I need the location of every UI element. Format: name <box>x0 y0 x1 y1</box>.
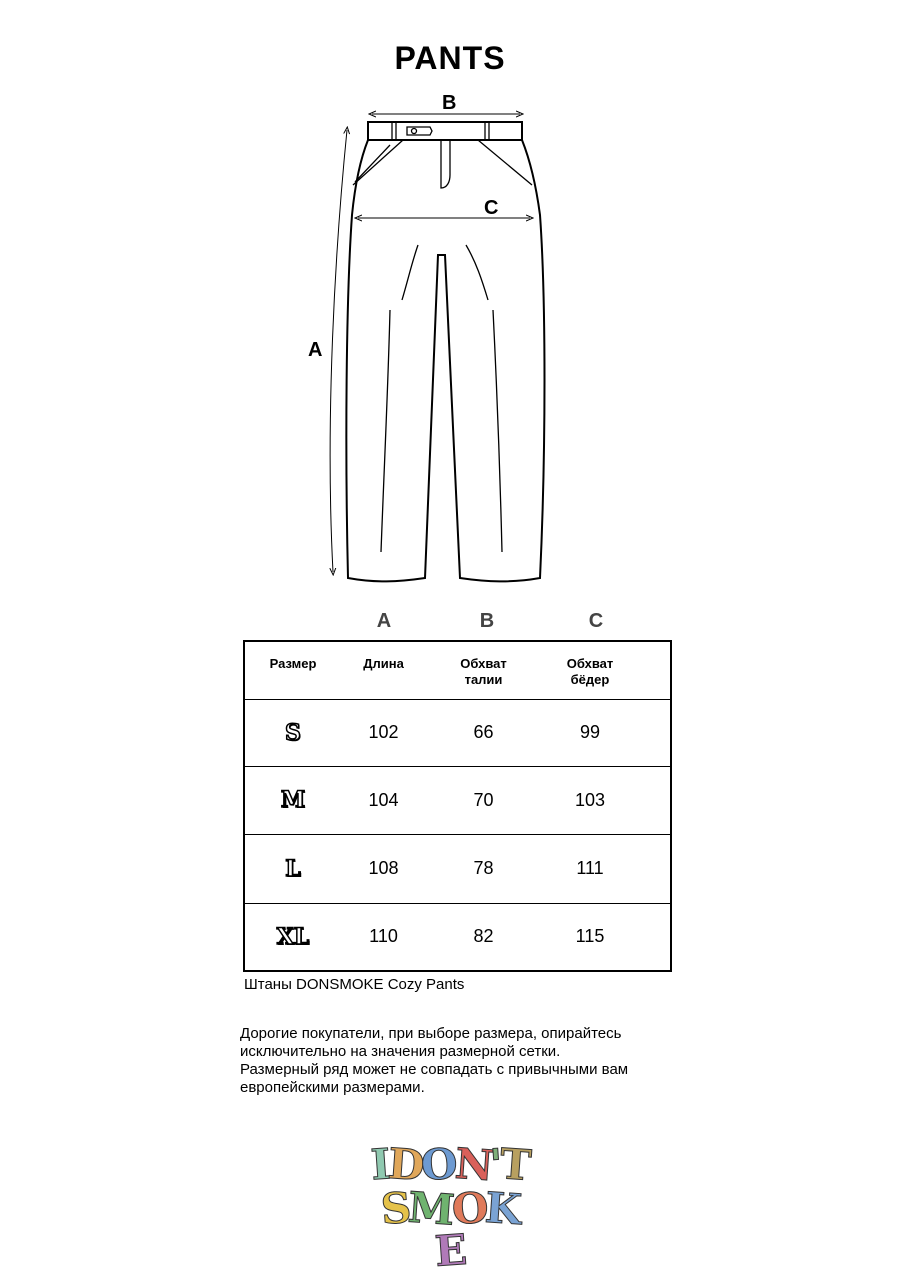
page-title: PANTS <box>394 40 506 76</box>
logo-letter: I <box>369 1139 390 1190</box>
logo-line-1 <box>369 1138 531 1191</box>
logo-letter: S <box>379 1183 411 1234</box>
cell-waist: 78 <box>426 834 541 903</box>
table-row <box>244 699 671 766</box>
pants-diagram <box>0 0 900 600</box>
logo-letter: M <box>406 1182 454 1235</box>
cell-hips: 111 <box>541 834 639 903</box>
table-row <box>244 766 671 834</box>
logo-letter: N <box>453 1138 493 1191</box>
cell-hips: 99 <box>541 699 639 766</box>
logo-letter: O <box>419 1138 457 1191</box>
size-label: L <box>285 855 301 882</box>
logo-letter: T <box>498 1139 531 1190</box>
label-b: B <box>442 92 457 114</box>
notice-line: европейскими размерами. <box>240 1079 425 1096</box>
header-size: Размер <box>269 656 317 671</box>
cell-length: 102 <box>341 699 426 766</box>
cell-length: 104 <box>341 766 426 834</box>
size-label: M <box>280 787 306 813</box>
product-caption: Штаны DONSMOKE Cozy Pants <box>244 976 465 993</box>
size-label: XL <box>276 923 310 950</box>
size-notice <box>240 1025 670 1097</box>
label-c: C <box>484 197 499 219</box>
logo-letter: O <box>450 1182 488 1235</box>
cell-length: 108 <box>341 834 426 903</box>
logo-letter: E <box>433 1225 467 1276</box>
logo-letter: D <box>386 1138 424 1191</box>
column-letter-c: C <box>588 610 604 632</box>
pants-details <box>353 122 532 552</box>
size-label: S <box>285 719 301 746</box>
cell-length: 110 <box>341 903 426 971</box>
header-hips: Обхват бёдер <box>566 656 614 687</box>
cell-hips: 103 <box>541 766 639 834</box>
logo-letter: ' <box>488 1139 502 1190</box>
notice-line: Дорогие покупатели, при выборе размера, опирайтесь <box>240 1025 622 1042</box>
logo-line-2 <box>370 1182 530 1276</box>
logo-letter: K <box>483 1182 521 1235</box>
cell-waist: 66 <box>426 699 541 766</box>
header-waist: Обхват талии <box>460 656 507 687</box>
column-letter-a: A <box>376 610 392 632</box>
label-a: A <box>308 339 323 361</box>
table-row <box>244 903 671 971</box>
dimension-lines <box>330 114 530 572</box>
notice-line: Размерный ряд может не совпадать с привычными вам <box>240 1061 629 1078</box>
header-length: Длина <box>363 656 404 671</box>
column-letter-b: B <box>479 610 495 632</box>
cell-waist: 70 <box>426 766 541 834</box>
table-header-row <box>244 641 671 699</box>
size-table <box>243 640 672 972</box>
pants-outline <box>346 122 544 581</box>
brand-logo <box>369 1138 531 1276</box>
table-row <box>244 834 671 903</box>
cell-hips: 115 <box>541 903 639 971</box>
cell-waist: 82 <box>426 903 541 971</box>
notice-line: исключительно на значения размерной сетки. <box>240 1043 561 1060</box>
